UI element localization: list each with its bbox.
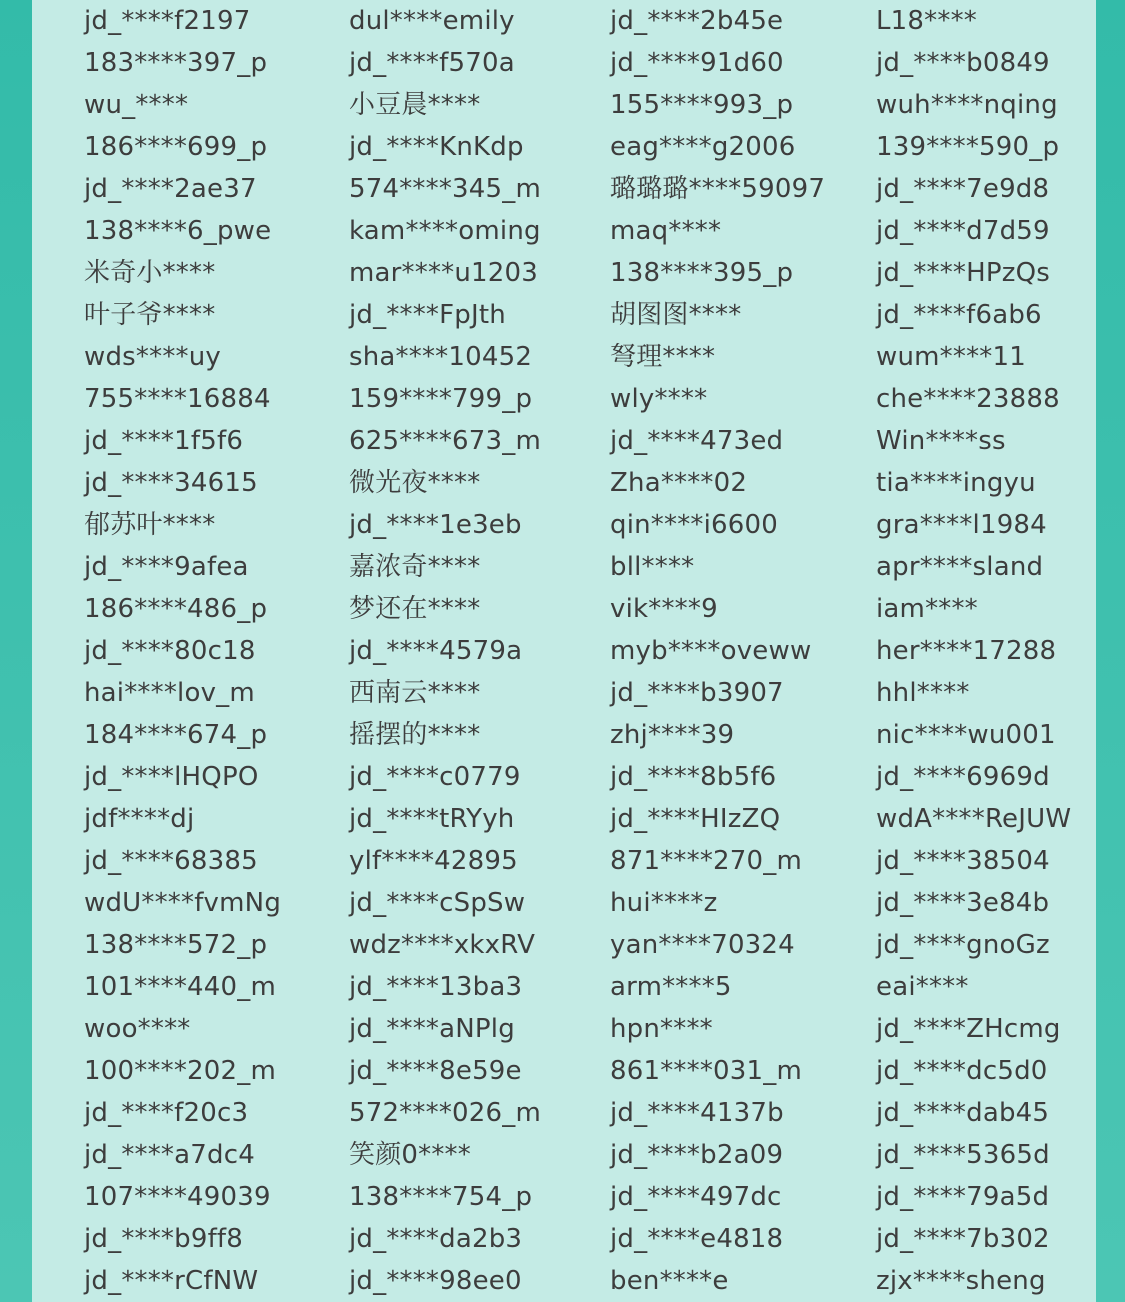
winner-row [84, 1008, 1124, 1050]
winner-username: jd_****497dc [610, 1182, 782, 1212]
winner-username: 弩理**** [610, 342, 716, 372]
winner-row [84, 126, 1124, 168]
winner-username: myb****oveww [610, 636, 812, 666]
winner-username: her****17288 [876, 636, 1057, 666]
winner-username: tia****ingyu [876, 468, 1036, 498]
winner-username: 861****031_m [610, 1056, 802, 1086]
winner-row [84, 1050, 1124, 1092]
winner-username: jd_****f570a [349, 48, 515, 78]
winner-row [84, 210, 1124, 252]
winner-username: 微光夜**** [349, 468, 481, 498]
winner-username: jdf****dj [84, 804, 195, 834]
winner-row [84, 252, 1124, 294]
winner-username: iam**** [876, 594, 978, 624]
winner-username: jd_****38504 [876, 846, 1050, 876]
winner-username: 小豆晨**** [349, 90, 481, 120]
winner-username: sha****10452 [349, 342, 533, 372]
winner-username: jd_****13ba3 [349, 972, 523, 1002]
winner-row [84, 336, 1124, 378]
winner-username: 625****673_m [349, 426, 541, 456]
winner-username: jd_****473ed [610, 426, 784, 456]
winner-username: jd_****dab45 [876, 1098, 1050, 1128]
winner-username: nic****wu001 [876, 720, 1056, 750]
winner-row [84, 882, 1124, 924]
winner-username: 107****49039 [84, 1182, 271, 1212]
winner-username: jd_****cSpSw [349, 888, 526, 918]
winner-username: jd_****f2197 [84, 6, 251, 36]
winner-username: arm****5 [610, 972, 732, 1002]
winner-username: 572****026_m [349, 1098, 541, 1128]
winner-username: 871****270_m [610, 846, 802, 876]
winner-username: 西南云**** [349, 678, 481, 708]
winner-row [84, 84, 1124, 126]
winner-username: jd_****aNPlg [349, 1014, 515, 1044]
winner-username: 璐璐璐****59097 [610, 174, 826, 204]
winner-username: jd_****a7dc4 [84, 1140, 255, 1170]
winner-username: jd_****9afea [84, 552, 249, 582]
winner-row [84, 378, 1124, 420]
winner-username: hpn**** [610, 1014, 713, 1044]
winner-username: 186****486_p [84, 594, 268, 624]
winner-list-panel [32, 0, 1096, 1302]
winner-row [84, 546, 1124, 588]
winner-username: jd_****34615 [84, 468, 258, 498]
winner-username: Zha****02 [610, 468, 748, 498]
winner-username: jd_****lHQPO [84, 762, 259, 792]
winner-username: jd_****7b302 [876, 1224, 1050, 1254]
winner-username: jd_****ZHcmg [876, 1014, 1061, 1044]
winner-username: jd_****1f5f6 [84, 426, 244, 456]
winner-username: hui****z [610, 888, 718, 918]
winner-username: 嘉浓奇**** [349, 552, 481, 582]
winner-username: wds****uy [84, 342, 221, 372]
winner-username: maq**** [610, 216, 722, 246]
winner-username: 159****799_p [349, 384, 533, 414]
winner-username: 101****440_m [84, 972, 276, 1002]
winner-username: wum****11 [876, 342, 1026, 372]
winner-username: 郁苏叶**** [84, 510, 216, 540]
winner-username: qin****i6600 [610, 510, 778, 540]
winner-username: apr****sland [876, 552, 1044, 582]
winner-username: jd_****2ae37 [84, 174, 257, 204]
winner-list-grid [84, 0, 1124, 1302]
winner-username: jd_****HIzZQ [610, 804, 781, 834]
winner-username: yan****70324 [610, 930, 795, 960]
winner-username: jd_****HPzQs [876, 258, 1051, 288]
winner-username: kam****oming [349, 216, 541, 246]
winner-username: 184****674_p [84, 720, 268, 750]
winner-username: jd_****e4818 [610, 1224, 784, 1254]
winner-username: 摇摆的**** [349, 720, 481, 750]
winner-username: jd_****68385 [84, 846, 258, 876]
winner-username: 梦还在**** [349, 594, 481, 624]
winner-username: jd_****da2b3 [349, 1224, 523, 1254]
winner-username: ben****e [610, 1266, 729, 1296]
winner-username: 574****345_m [349, 174, 541, 204]
winner-username: bll**** [610, 552, 695, 582]
winner-username: 笑颜0**** [349, 1140, 471, 1170]
winner-username: jd_****79a5d [876, 1182, 1050, 1212]
winner-row [84, 756, 1124, 798]
winner-username: 138****395_p [610, 258, 794, 288]
winner-username: wly**** [610, 384, 708, 414]
winner-row [84, 840, 1124, 882]
winner-username: woo**** [84, 1014, 191, 1044]
winner-username: L18**** [876, 6, 977, 36]
winner-row [84, 798, 1124, 840]
winner-row [84, 672, 1124, 714]
winner-username: 186****699_p [84, 132, 268, 162]
winner-username: jd_****dc5d0 [876, 1056, 1048, 1086]
winner-username: che****23888 [876, 384, 1060, 414]
winner-username: eai**** [876, 972, 969, 1002]
winner-username: jd_****gnoGz [876, 930, 1050, 960]
winner-username: mar****u1203 [349, 258, 538, 288]
winner-username: jd_****98ee0 [349, 1266, 522, 1296]
winner-username: hhl**** [876, 678, 970, 708]
winner-username: wdA****ReJUW [876, 804, 1072, 834]
winner-username: 138****6_pwe [84, 216, 272, 246]
winner-username: jd_****d7d59 [876, 216, 1050, 246]
winner-row [84, 1092, 1124, 1134]
winner-username: jd_****91d60 [610, 48, 784, 78]
winner-username: jd_****FpJth [349, 300, 506, 330]
winner-username: jd_****4137b [610, 1098, 784, 1128]
winner-username: jd_****5365d [876, 1140, 1050, 1170]
winner-username: eag****g2006 [610, 132, 796, 162]
winner-row [84, 504, 1124, 546]
winner-row [84, 168, 1124, 210]
winner-row [84, 42, 1124, 84]
winner-row [84, 1260, 1124, 1302]
winner-username: jd_****b0849 [876, 48, 1050, 78]
winner-username: jd_****rCfNW [84, 1266, 259, 1296]
winner-username: jd_****f20c3 [84, 1098, 249, 1128]
winner-username: jd_****80c18 [84, 636, 256, 666]
winner-username: ylf****42895 [349, 846, 518, 876]
winner-row [84, 462, 1124, 504]
winner-username: jd_****KnKdp [349, 132, 524, 162]
winner-username: jd_****b2a09 [610, 1140, 784, 1170]
winner-username: Win****ss [876, 426, 1006, 456]
winner-username: 755****16884 [84, 384, 271, 414]
winner-username: jd_****c0779 [349, 762, 521, 792]
winner-username: wu_**** [84, 90, 189, 120]
winner-username: jd_****3e84b [876, 888, 1050, 918]
winner-row [84, 630, 1124, 672]
winner-username: wdU****fvmNg [84, 888, 282, 918]
winner-row [84, 1134, 1124, 1176]
winner-username: wdz****xkxRV [349, 930, 536, 960]
winner-username: gra****l1984 [876, 510, 1047, 540]
winner-username: hai****lov_m [84, 678, 255, 708]
winner-row [84, 294, 1124, 336]
winner-username: vik****9 [610, 594, 718, 624]
winner-row [84, 0, 1124, 42]
winner-row [84, 1176, 1124, 1218]
winner-username: jd_****b9ff8 [84, 1224, 244, 1254]
winner-username: 100****202_m [84, 1056, 276, 1086]
winner-username: jd_****1e3eb [349, 510, 522, 540]
winner-username: jd_****7e9d8 [876, 174, 1050, 204]
winner-row [84, 588, 1124, 630]
winner-username: jd_****f6ab6 [876, 300, 1042, 330]
winner-username: 138****572_p [84, 930, 268, 960]
winner-username: 155****993_p [610, 90, 794, 120]
winner-row [84, 714, 1124, 756]
winner-username: jd_****2b45e [610, 6, 784, 36]
winner-username: 139****590_p [876, 132, 1060, 162]
winner-username: jd_****6969d [876, 762, 1050, 792]
winner-username: zjx****sheng [876, 1266, 1046, 1296]
winner-username: jd_****8b5f6 [610, 762, 777, 792]
winner-username: zhj****39 [610, 720, 735, 750]
winner-row [84, 924, 1124, 966]
winner-username: 胡图图**** [610, 300, 742, 330]
winner-username: jd_****4579a [349, 636, 523, 666]
winner-username: jd_****8e59e [349, 1056, 522, 1086]
winner-username: dul****emily [349, 6, 515, 36]
winner-username: 183****397_p [84, 48, 268, 78]
winner-username: wuh****nqing [876, 90, 1058, 120]
winner-row [84, 420, 1124, 462]
winner-username: 138****754_p [349, 1182, 533, 1212]
winner-username: jd_****tRYyh [349, 804, 515, 834]
winner-username: 叶子爷**** [84, 300, 216, 330]
winner-row [84, 1218, 1124, 1260]
winner-username: jd_****b3907 [610, 678, 784, 708]
winner-row [84, 966, 1124, 1008]
winner-username: 米奇小**** [84, 258, 216, 288]
